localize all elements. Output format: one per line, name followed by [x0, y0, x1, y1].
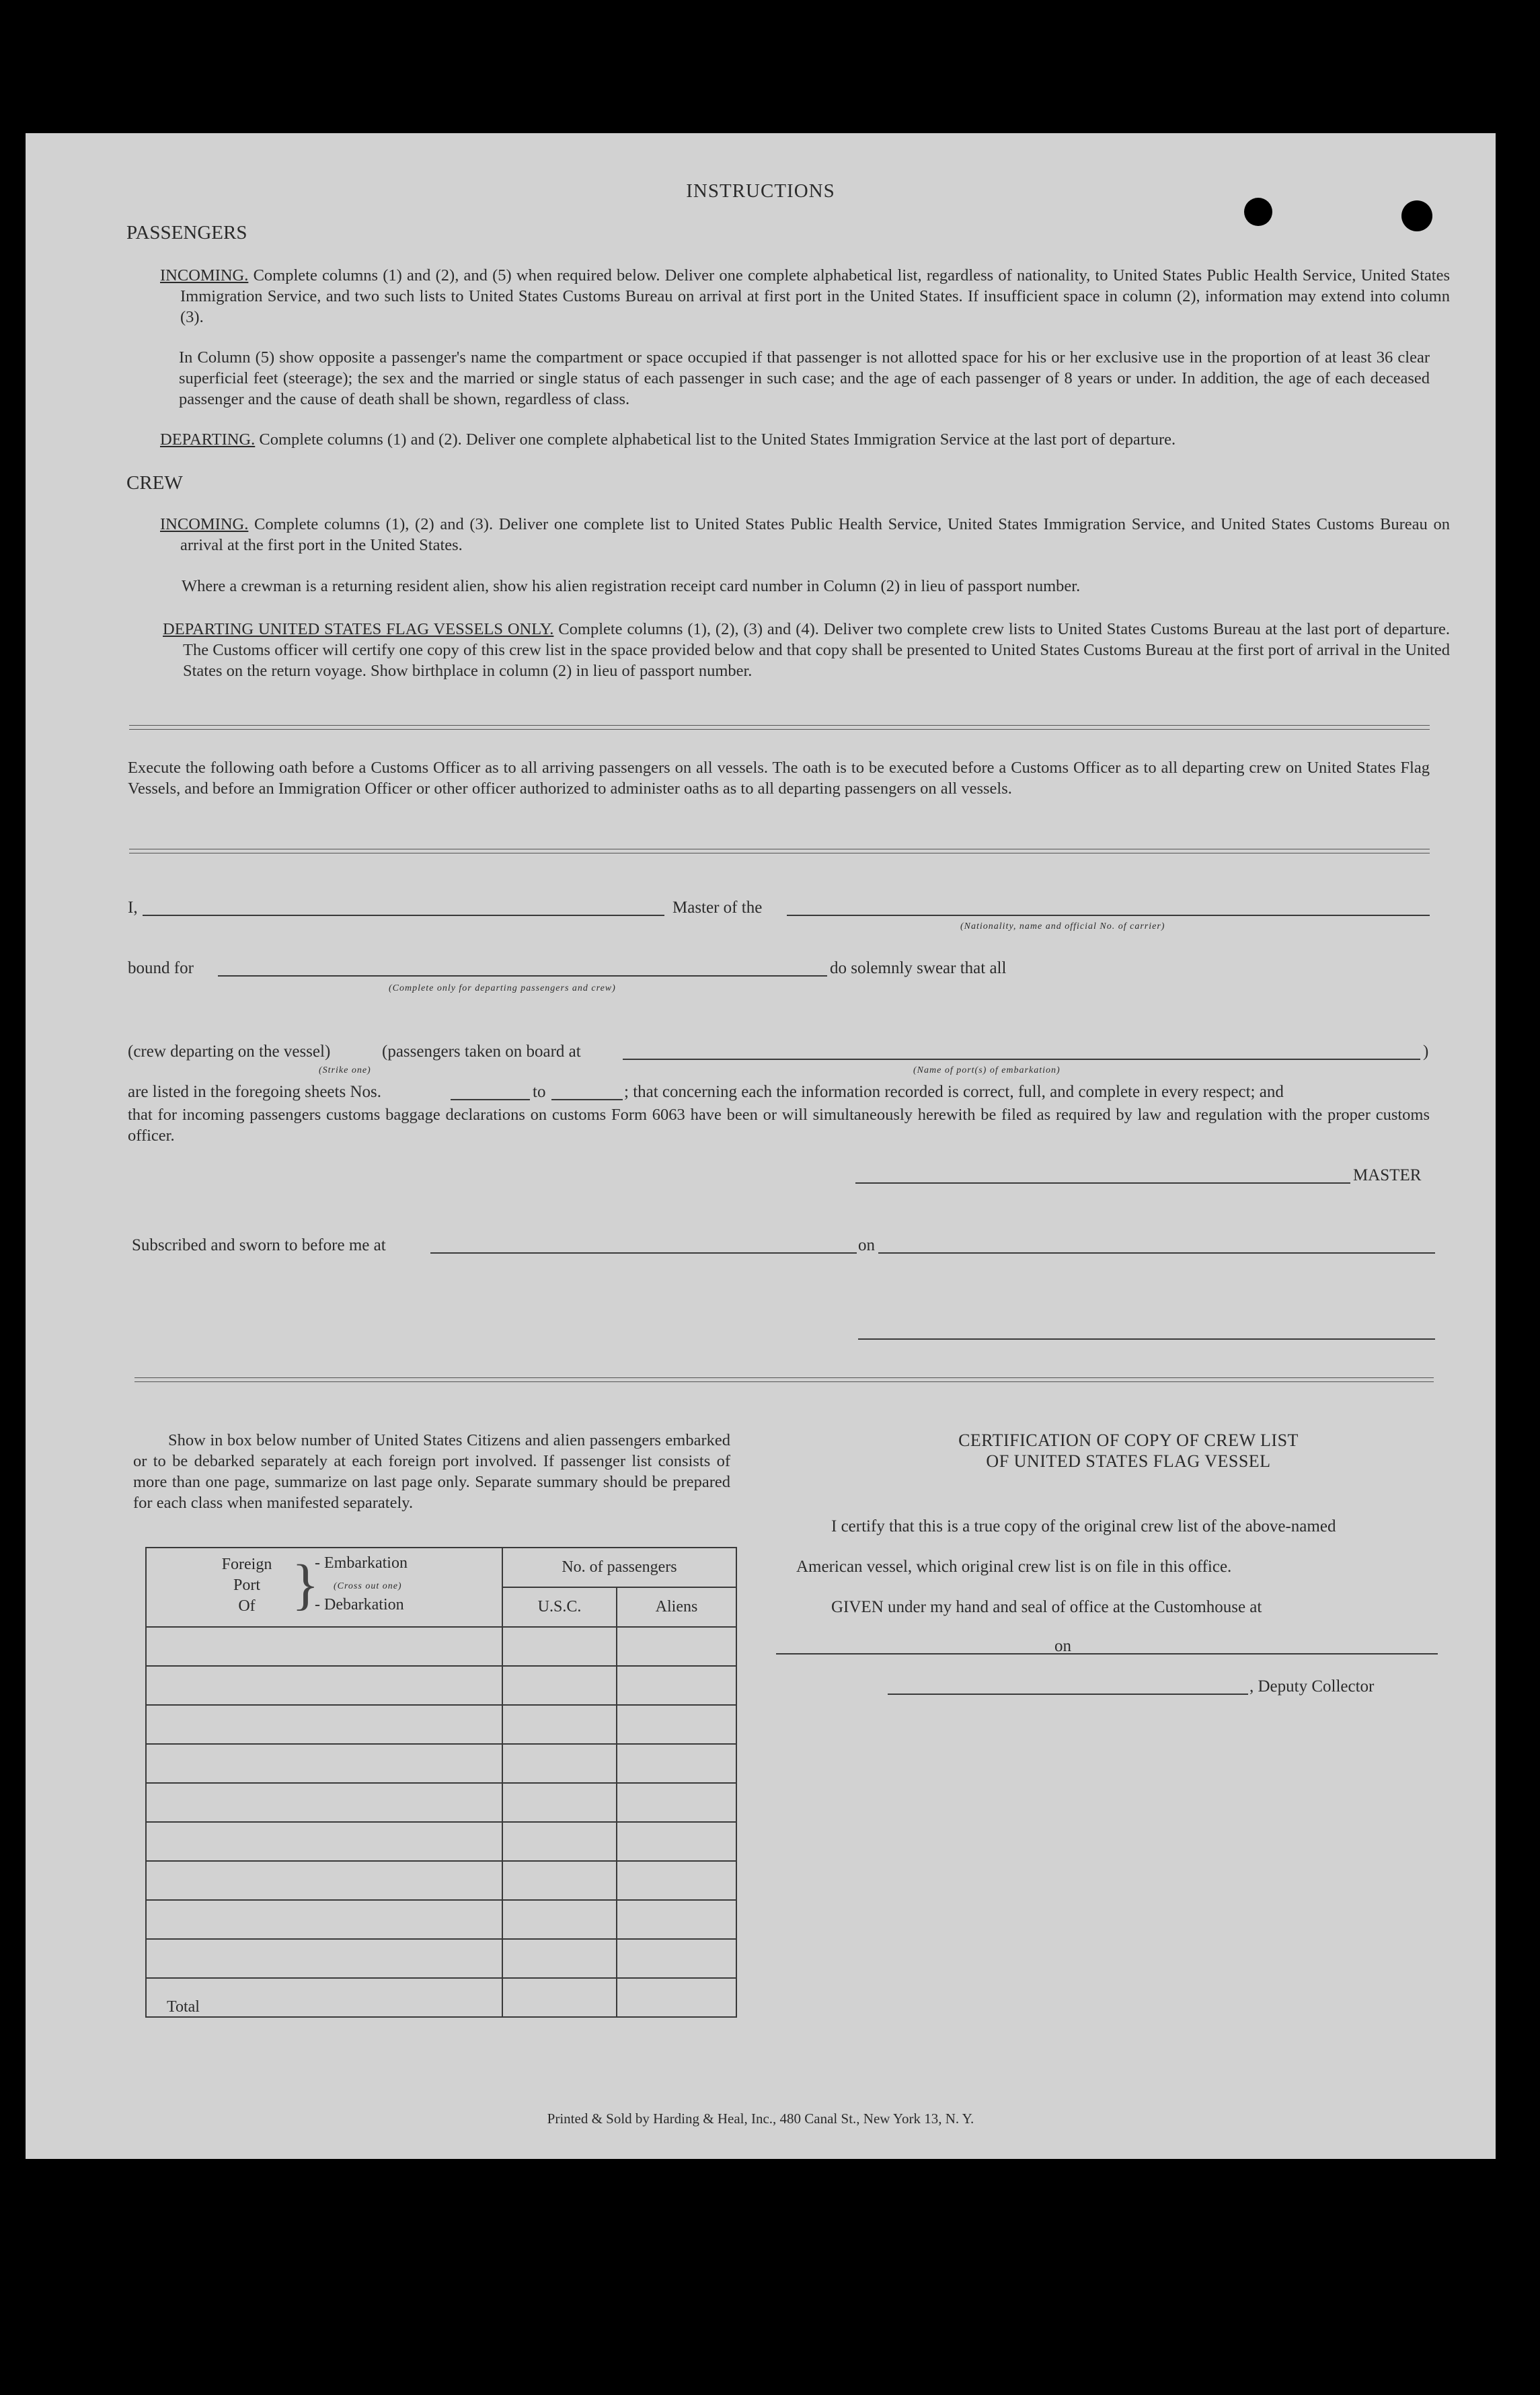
crew-incoming	[160, 514, 1450, 556]
certification-title-line2: OF UNITED STATES FLAG VESSEL	[986, 1451, 1271, 1471]
printer-footer: Printed & Sold by Harding & Heal, Inc., 480 Canal St., New York 13, N. Y.	[547, 2111, 974, 2127]
port-cell[interactable]	[146, 1705, 502, 1744]
bound-for-field[interactable]	[218, 975, 827, 977]
cross-out-caption: (Cross out one)	[334, 1581, 402, 1591]
oath-passengers-taken: (passengers taken on board at	[382, 1042, 581, 1061]
crew-incoming-label: INCOMING.	[160, 515, 249, 533]
sworn-at-field[interactable]	[430, 1252, 857, 1254]
usc-cell[interactable]	[502, 1939, 617, 1978]
aliens-cell[interactable]	[617, 1744, 736, 1783]
crew-departing	[163, 619, 1450, 681]
master-signature-field[interactable]	[855, 1182, 1350, 1184]
divider	[129, 849, 1430, 853]
certify-on-label: on	[1054, 1637, 1071, 1655]
oath-listed-rest: that for incoming passengers customs baggage declarations on customs Form 6063 have been or will simultaneously herewith be filed as required by law and regulation with the proper customs officer.	[128, 1106, 1430, 1145]
port-cell[interactable]	[146, 1861, 502, 1900]
usc-cell[interactable]	[502, 1861, 617, 1900]
form-page	[26, 133, 1496, 2159]
oath-instruction: Execute the following oath before a Customs Officer as to all arriving passengers on all vessels. The oath is to be executed before a Customs Officer as to all departing crew on United States Flag Vessels, and before an Immigration Officer or other officer authorized to administer oaths as to all departing passengers on all vessels.	[128, 759, 1430, 798]
divider	[134, 1377, 1434, 1382]
port-cell[interactable]	[146, 1627, 502, 1666]
page-title: INSTRUCTIONS	[686, 180, 835, 202]
usc-cell[interactable]	[502, 1705, 617, 1744]
crew-heading: CREW	[126, 472, 183, 494]
passengers-column5: In Column (5) show opposite a passenger's name the compartment or space occupied if that passenger is not allotted space for his or her exclusive use in the proportion of at least 36 clear superficial feet (steerage); the sex and the married or single status of each passenger in such case; and the age of each passenger of 8 years or under. In addition, the age of each deceased passenger and the cause of death shall be shown, regardless of class.	[179, 348, 1430, 408]
oath-master-of-the: Master of the	[672, 899, 763, 917]
oath-listed-to: to	[533, 1083, 546, 1101]
customhouse-field[interactable]	[776, 1653, 1079, 1655]
port-header-foreign: Foreign	[221, 1556, 272, 1573]
officer-signature-field[interactable]	[858, 1338, 1435, 1340]
certify-given: GIVEN under my hand and seal of office at the Customhouse at	[831, 1598, 1262, 1616]
table-row	[146, 1744, 736, 1783]
certify-line2: American vessel, which original crew list is on file in this office.	[796, 1558, 1232, 1576]
passengers-departing-label: DEPARTING.	[160, 430, 256, 449]
crew-departing-label: DEPARTING UNITED STATES FLAG VESSELS ONLY.	[163, 620, 554, 638]
crew-resident: Where a crewman is a returning resident alien, show his alien registration receipt card number in Column (2) in lieu of passport number.	[182, 577, 1081, 595]
certification-title	[806, 1430, 1451, 1472]
certify-line1: I certify that this is a true copy of the original crew list of the above-named	[831, 1517, 1336, 1535]
table-row	[146, 1627, 736, 1666]
oath-close-paren: )	[1423, 1042, 1429, 1061]
port-cell[interactable]	[146, 1900, 502, 1939]
aliens-header: Aliens	[617, 1587, 736, 1627]
passengers-incoming-text: Complete columns (1) and (2), and (5) when required below. Deliver one complete alphabetical list, regardless of nationality, to United States Public Health Service, United States Immigration Service, and two such lists to United States Customs Bureau on arrival at first port in the United States. If insufficient space in column (2), information may extend into column (3).	[180, 266, 1450, 326]
crew-incoming-text: Complete columns (1), (2) and (3). Deliver one complete list to United States Public Health Service, United States Immigration Service, and United States Customs Bureau on arrival at the first port in the United States.	[180, 515, 1450, 554]
aliens-cell[interactable]	[617, 1627, 736, 1666]
sheet-from-field[interactable]	[451, 1099, 530, 1100]
no-of-passengers-header: No. of passengers	[502, 1548, 736, 1587]
summary-instructions: Show in box below number of United States Citizens and alien passengers embarked or to be debarked separately at each foreign port involved. If passenger list consists of more than one page, summarize on last page only. Separate summary should be prepared for each class when manifested separately.	[133, 1431, 730, 1512]
usc-cell[interactable]	[502, 1627, 617, 1666]
port-cell[interactable]	[146, 1666, 502, 1705]
nationality-caption: (Nationality, name and official No. of carrier)	[960, 921, 1165, 932]
divider	[129, 725, 1430, 730]
carrier-field[interactable]	[787, 915, 1430, 916]
oath-solemnly-swear: do solemnly swear that all	[830, 959, 1007, 977]
table-row	[146, 1666, 736, 1705]
usc-cell[interactable]	[502, 1666, 617, 1705]
total-usc-cell[interactable]	[502, 1978, 617, 2017]
passenger-summary-table	[145, 1547, 737, 2018]
port-cell[interactable]	[146, 1744, 502, 1783]
certify-date-field[interactable]	[1079, 1653, 1438, 1655]
oath-i-label: I,	[128, 899, 138, 917]
aliens-cell[interactable]	[617, 1900, 736, 1939]
port-header-cell	[146, 1548, 502, 1627]
oath-bound-for: bound for	[128, 959, 194, 977]
passengers-incoming-label: INCOMING.	[160, 266, 249, 284]
brace-icon: }	[292, 1554, 319, 1616]
deputy-collector-label: , Deputy Collector	[1249, 1677, 1375, 1696]
master-name-field[interactable]	[143, 915, 664, 916]
total-aliens-cell[interactable]	[617, 1978, 736, 2017]
name-of-ports-caption: (Name of port(s) of embarkation)	[913, 1065, 1061, 1075]
oath-listed-post: ; that concerning each the information recorded is correct, full, and complete in every respect; and	[624, 1083, 1284, 1101]
port-header-port: Port	[233, 1576, 260, 1594]
table-row	[146, 1900, 736, 1939]
oath-master-label: MASTER	[1353, 1166, 1422, 1184]
sworn-on-field[interactable]	[878, 1252, 1435, 1254]
oath-on-label: on	[858, 1236, 875, 1254]
table-row	[146, 1861, 736, 1900]
aliens-cell[interactable]	[617, 1783, 736, 1822]
strike-one-caption: (Strike one)	[319, 1065, 371, 1075]
port-cell[interactable]	[146, 1822, 502, 1861]
table-row	[146, 1783, 736, 1822]
total-row	[146, 1978, 736, 2017]
aliens-cell[interactable]	[617, 1861, 736, 1900]
port-cell[interactable]	[146, 1783, 502, 1822]
aliens-cell[interactable]	[617, 1822, 736, 1861]
oath-subscribed: Subscribed and sworn to before me at	[132, 1236, 386, 1254]
port-header-debarkation: - Debarkation	[315, 1596, 404, 1613]
passengers-departing-text: Complete columns (1) and (2). Deliver one complete alphabetical list to the United States Immigration Service at the last port of departure.	[259, 430, 1176, 449]
passengers-heading: PASSENGERS	[126, 222, 247, 243]
oath-crew-departing: (crew departing on the vessel)	[128, 1042, 331, 1061]
table-row	[146, 1822, 736, 1861]
crew-departing-text: Complete columns (1), (2), (3) and (4). Deliver two complete crew lists to United States Customs Bureau at the last port of departure. The Customs officer will certify one copy of this crew list in the space provided below and that copy shall be presented to United States Customs Bureau at the first port of arrival in the United States on the return voyage. Show birthplace in column (2) in lieu of passport number.	[183, 620, 1450, 680]
usc-cell[interactable]	[502, 1783, 617, 1822]
usc-cell[interactable]	[502, 1744, 617, 1783]
passengers-incoming	[160, 265, 1450, 328]
certification-title-line1: CERTIFICATION OF COPY OF CREW LIST	[958, 1431, 1299, 1450]
punch-hole	[1401, 200, 1432, 231]
port-of-embarkation-field[interactable]	[623, 1059, 1420, 1060]
passengers-departing	[160, 429, 1450, 450]
usc-cell[interactable]	[502, 1822, 617, 1861]
complete-only-caption: (Complete only for departing passengers and crew)	[389, 983, 616, 993]
port-header-embarkation: - Embarkation	[315, 1554, 408, 1572]
table-row	[146, 1939, 736, 1978]
total-label: Total	[146, 1978, 502, 2017]
oath-listed-pre: are listed in the foregoing sheets Nos.	[128, 1083, 381, 1101]
deputy-signature-field[interactable]	[888, 1694, 1248, 1695]
port-cell[interactable]	[146, 1939, 502, 1978]
port-header-of: Of	[238, 1597, 256, 1615]
table-row	[146, 1705, 736, 1744]
aliens-cell[interactable]	[617, 1939, 736, 1978]
usc-header: U.S.C.	[502, 1587, 617, 1627]
aliens-cell[interactable]	[617, 1705, 736, 1744]
usc-cell[interactable]	[502, 1900, 617, 1939]
sheet-to-field[interactable]	[551, 1099, 623, 1100]
aliens-cell[interactable]	[617, 1666, 736, 1705]
